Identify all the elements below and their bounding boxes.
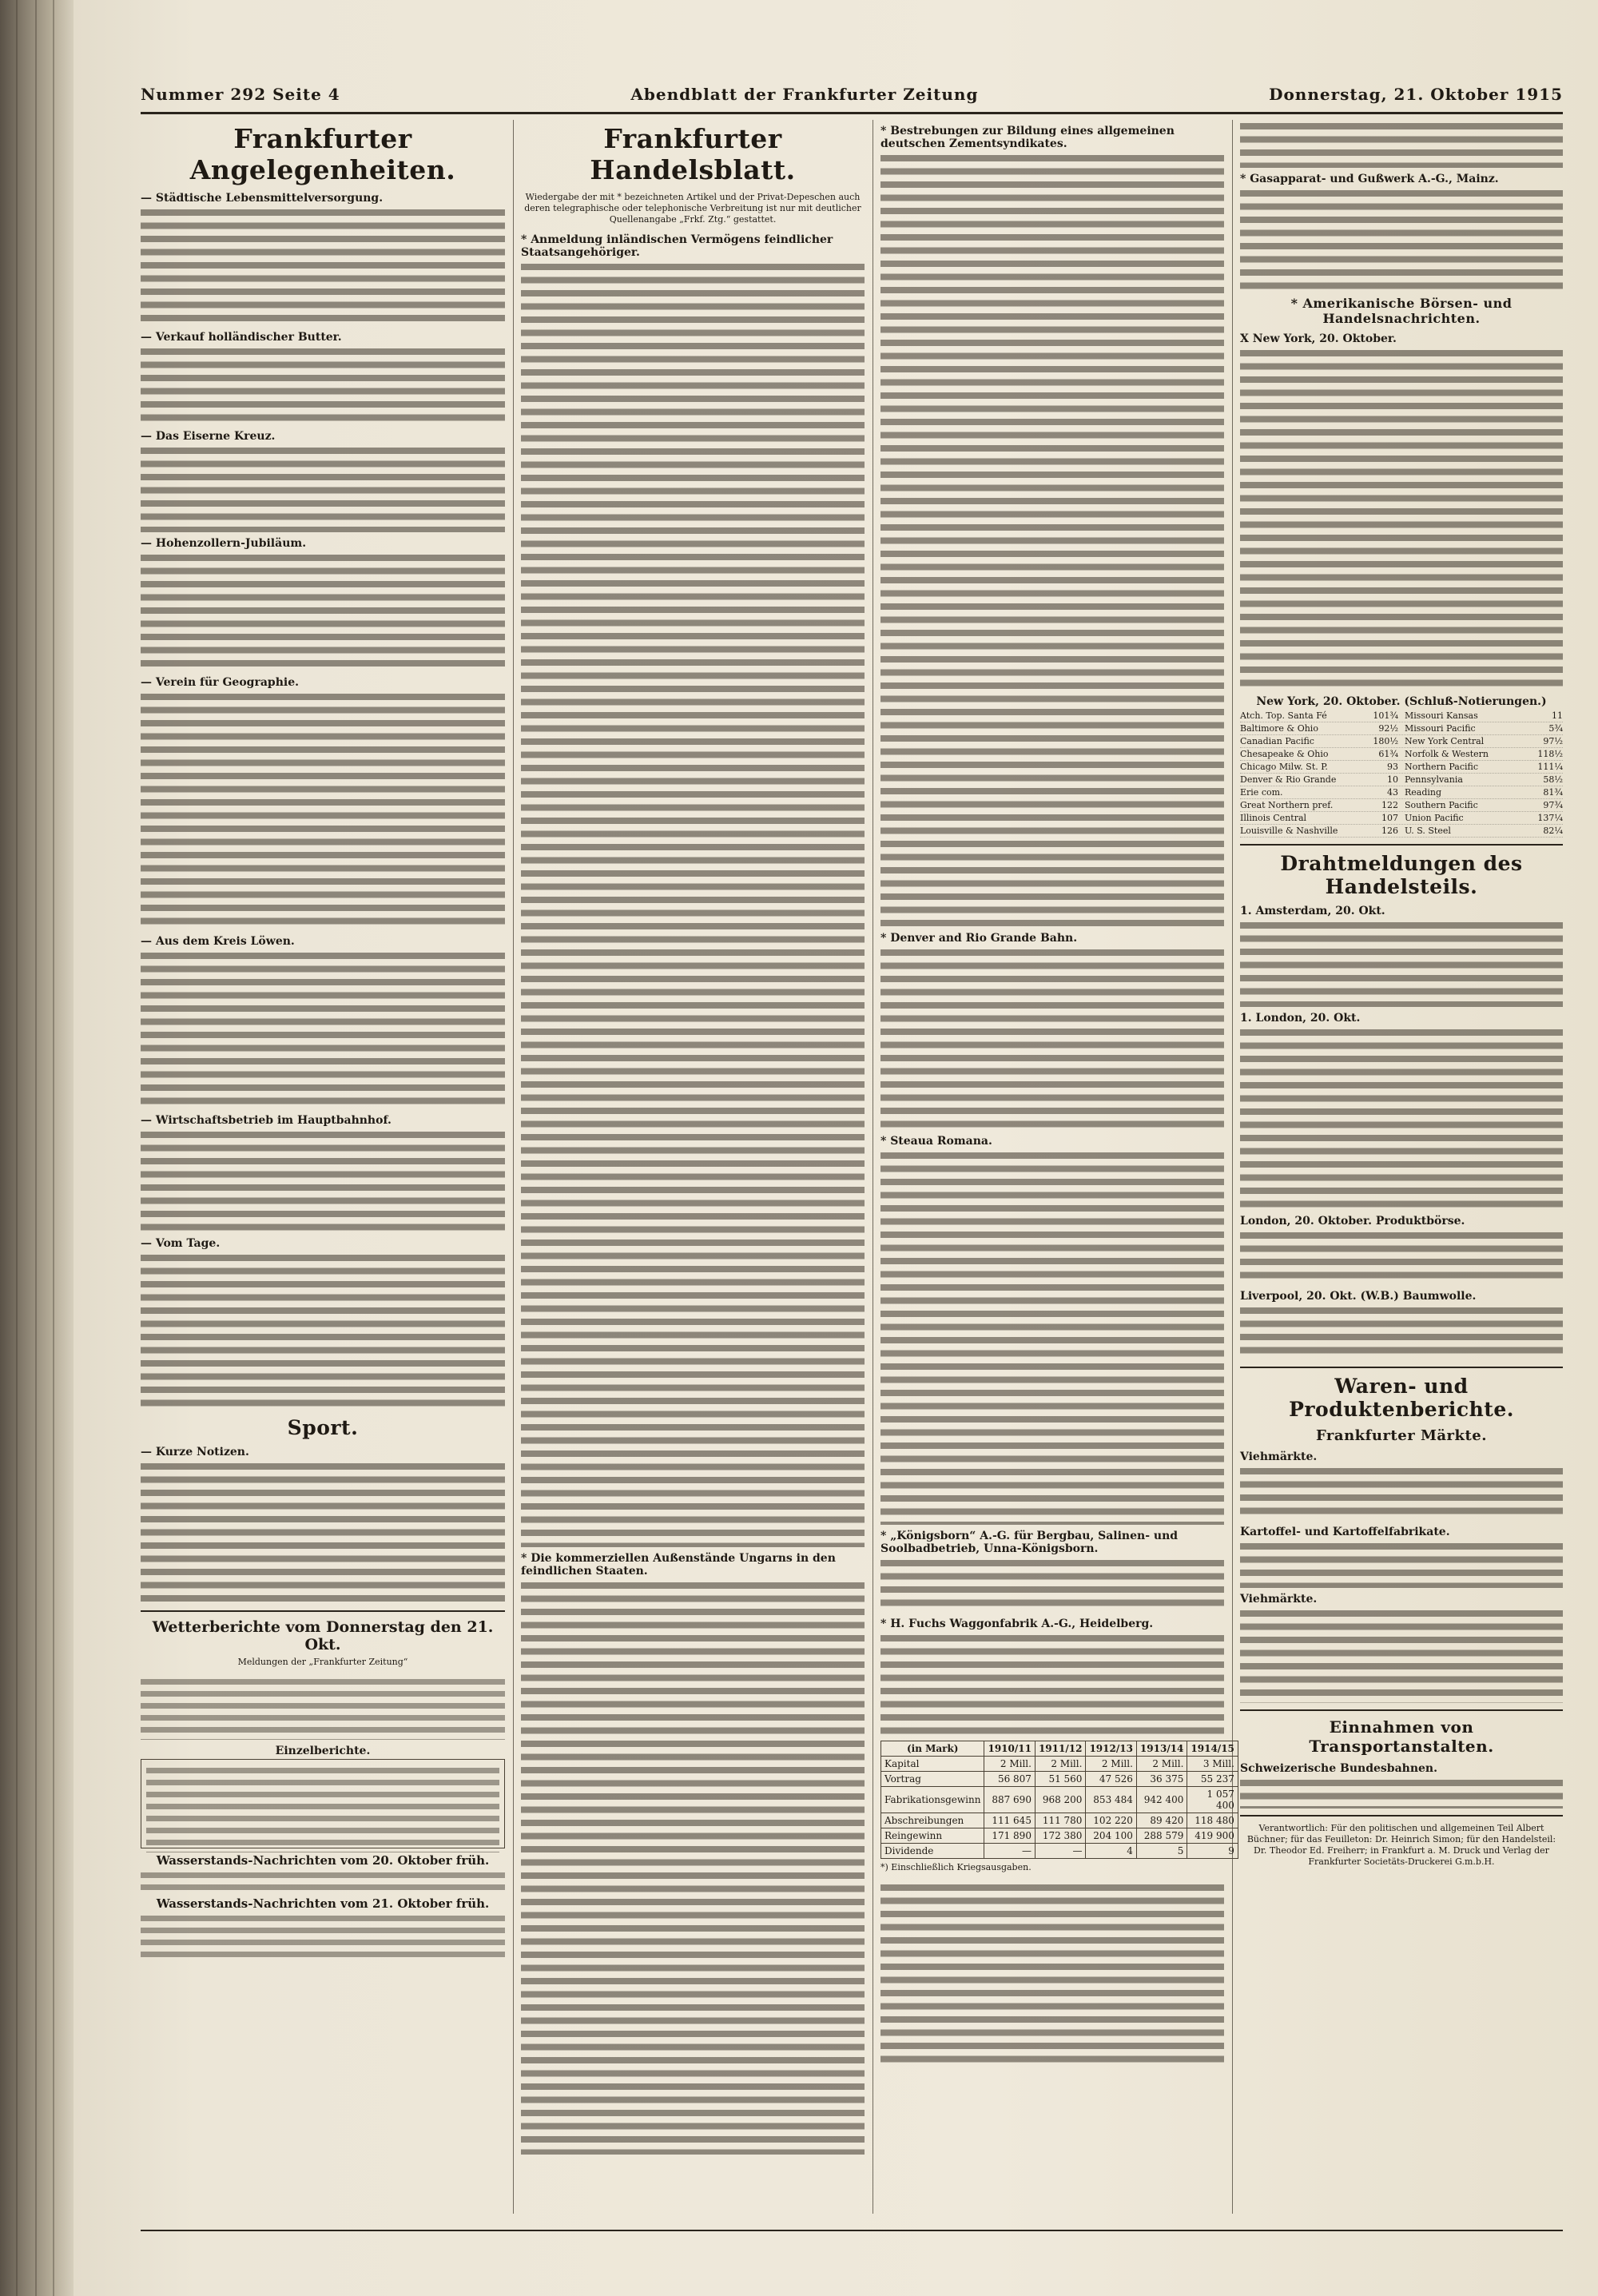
quote-value: 122 — [1381, 800, 1398, 810]
quote-name: Pennsylvania — [1405, 774, 1463, 785]
section-title-telegrams: Drahtmeldungen des Handelsteils. — [1280, 852, 1523, 898]
newspaper-page — [74, 0, 1598, 2296]
market-head: Kartoffel- und Kartoffelfabrikate. — [1240, 1526, 1450, 1538]
ny-quotes-title: New York, 20. Oktober. (Schluß-Notierungen.) — [1256, 695, 1547, 708]
quote-value: 61¾ — [1378, 749, 1398, 759]
divider — [1240, 844, 1563, 846]
table-cell: 118 480 — [1187, 1813, 1238, 1828]
telegram-head: London, 20. Oktober. Produktbörse. — [1240, 1215, 1465, 1228]
article-head: — Verkauf holländischer Butter. — [141, 331, 342, 344]
table-cell: 2 Mill. — [1136, 1757, 1187, 1772]
table-cell: 102 220 — [1086, 1813, 1136, 1828]
table-row — [881, 1828, 1238, 1844]
table-cell: 172 380 — [1035, 1828, 1085, 1844]
quote-name: Louisville & Nashville — [1240, 826, 1338, 836]
table-cell: 111 780 — [1035, 1813, 1085, 1828]
table-cell: 51 560 — [1035, 1772, 1085, 1787]
quote-value: 11 — [1552, 710, 1563, 721]
quote-row — [1240, 710, 1563, 722]
transport-head: Schweizerische Bundesbahnen. — [1240, 1762, 1437, 1775]
section-title-local: Frankfurter Angelegenheiten. — [189, 123, 456, 185]
quote-name: Erie com. — [1240, 787, 1283, 798]
table-cell: 1 057 400 — [1187, 1787, 1238, 1813]
table-footnote: *) Einschließlich Kriegsausgaben. — [880, 1862, 1032, 1872]
table-cell: 853 484 — [1086, 1787, 1136, 1813]
quote-name: Missouri Kansas — [1405, 710, 1478, 721]
quote-value: 118½ — [1537, 749, 1563, 759]
section-title-transport: Einnahmen von Transportanstalten. — [1309, 1717, 1494, 1756]
table-cell: — — [984, 1844, 1035, 1859]
table-cell: 36 375 — [1136, 1772, 1187, 1787]
reprint-note: Wiedergabe der mit * bezeichneten Artikel und der Privat-Depeschen auch deren telegraphische oder telephonische Verbreitung ist nur mit deutlicher Quellenangabe „Frkf. Ztg.“ gestattet. — [524, 192, 861, 225]
weather-subtitle: Meldungen der „Frankfurter Zeitung“ — [237, 1657, 408, 1667]
quote-row — [1240, 786, 1563, 799]
table-cell: 56 807 — [984, 1772, 1035, 1787]
quote-name: Missouri Pacific — [1405, 723, 1476, 734]
quote-name: Illinois Central — [1240, 813, 1307, 823]
telegram-head: 1. Amsterdam, 20. Okt. — [1240, 905, 1385, 917]
market-body — [1240, 1540, 1563, 1588]
weather-title: Wetterberichte vom Donnerstag den 21. Okt. — [152, 1618, 494, 1653]
table-cell: 2 Mill. — [1086, 1757, 1136, 1772]
article-head: — Verein für Geographie. — [141, 676, 299, 689]
article-body — [141, 949, 505, 1109]
market-head: Viehmärkte. — [1240, 1450, 1318, 1463]
table-cell-label: Dividende — [881, 1844, 984, 1859]
article-body — [141, 345, 505, 425]
quote-value: 137¼ — [1537, 813, 1563, 823]
article-body — [1240, 120, 1563, 168]
table-row — [881, 1757, 1238, 1772]
quote-name: Atch. Top. Santa Fé — [1240, 710, 1327, 721]
table-header: 1910/11 — [984, 1741, 1035, 1757]
table-cell-label: Vortrag — [881, 1772, 984, 1787]
quote-name: Southern Pacific — [1405, 800, 1478, 810]
quote-row — [1240, 825, 1563, 838]
column-commerce — [521, 120, 865, 2214]
weather-table — [141, 1759, 505, 1848]
article-head: * Anmeldung inländischen Vermögens feindlicher Staatsangehöriger. — [521, 233, 833, 259]
ny-quotes-table — [1240, 710, 1563, 838]
table-header: 1913/14 — [1136, 1741, 1187, 1757]
article-head: * H. Fuchs Waggonfabrik A.-G., Heidelberg. — [880, 1618, 1154, 1630]
weather-text — [141, 1676, 505, 1740]
quote-value: 5¾ — [1548, 723, 1563, 734]
market-subtitle: Frankfurter Märkte. — [1315, 1427, 1488, 1444]
table-cell: 4 — [1086, 1844, 1136, 1859]
table-cell: 288 579 — [1136, 1828, 1187, 1844]
quote-value: 58½ — [1543, 774, 1563, 785]
issue-number: Nummer 292 Seite 4 — [141, 85, 340, 104]
divider — [141, 1610, 505, 1612]
quote-value: 92½ — [1378, 723, 1398, 734]
article-head: — Das Eiserne Kreuz. — [141, 430, 276, 443]
column-divider — [513, 120, 514, 2214]
quote-row — [1240, 812, 1563, 825]
quote-row — [1240, 774, 1563, 786]
article-body — [880, 1149, 1224, 1525]
article-body — [141, 690, 505, 930]
table-cell-label: Reingewinn — [881, 1828, 984, 1844]
quote-value: 97½ — [1543, 736, 1563, 746]
article-head: * Gasapparat- und Gußwerk A.-G., Mainz. — [1240, 173, 1499, 185]
article-body — [880, 152, 1224, 927]
quote-name: Great Northern pref. — [1240, 800, 1334, 810]
article-body — [1240, 347, 1563, 690]
article-body — [521, 261, 865, 1547]
table-header: (in Mark) — [881, 1741, 984, 1757]
header-rule — [141, 112, 1563, 114]
financial-table — [880, 1741, 1238, 1859]
table-row — [881, 1813, 1238, 1828]
table-cell: 9 — [1187, 1844, 1238, 1859]
telegram-body — [1240, 919, 1563, 1007]
section-title-sport: Sport. — [287, 1416, 359, 1439]
quote-value: 180½ — [1373, 736, 1398, 746]
table-cell: 2 Mill. — [1035, 1757, 1085, 1772]
quote-name: Reading — [1405, 787, 1442, 798]
article-body — [141, 444, 505, 532]
water-level-text — [141, 1869, 505, 1892]
section-title-american: * Amerikanische Börsen- und Handelsnachrichten. — [1290, 296, 1513, 326]
table-cell: 171 890 — [984, 1828, 1035, 1844]
article-head: X New York, 20. Oktober. — [1240, 332, 1397, 345]
table-cell: — — [1035, 1844, 1085, 1859]
article-body — [880, 1881, 1224, 2065]
article-head: * Bestrebungen zur Bildung eines allgemeinen deutschen Zementsyndikates. — [880, 125, 1175, 150]
quote-name: Chesapeake & Ohio — [1240, 749, 1329, 759]
article-head: * Steaua Romana. — [880, 1135, 992, 1148]
article-head: — Wirtschaftsbetrieb im Hauptbahnhof. — [141, 1114, 392, 1127]
article-head: — Vom Tage. — [141, 1237, 221, 1250]
quote-value: 111¼ — [1537, 762, 1563, 772]
article-head: * Die kommerziellen Außenstände Ungarns in den feindlichen Staaten. — [521, 1552, 836, 1578]
paper-name: Abendblatt der Frankfurter Zeitung — [630, 85, 979, 104]
article-body — [880, 946, 1224, 1130]
divider — [1240, 1367, 1563, 1368]
table-cell: 204 100 — [1086, 1828, 1136, 1844]
quote-value: 93 — [1387, 762, 1398, 772]
table-cell: 887 690 — [984, 1787, 1035, 1813]
quote-name: Canadian Pacific — [1240, 736, 1314, 746]
imprint: Verantwortlich: Für den politischen und allgemeinen Teil Albert Büchner; für das Feuilleton: Dr. Heinrich Simon; für den Handelsteil: Dr. Theodor Ed. Freiherr; in Frankfurt a. M. Druck und Verlag der Frankfurter Societäts-Druckerei G.m.b.H. — [1246, 1823, 1556, 1867]
table-header: 1911/12 — [1035, 1741, 1085, 1757]
table-header: 1912/13 — [1086, 1741, 1136, 1757]
quote-row — [1240, 748, 1563, 761]
section-title-commerce: Frankfurter Handelsblatt. — [590, 123, 796, 185]
article-body — [141, 551, 505, 671]
quote-name: Norfolk & Western — [1405, 749, 1489, 759]
article-body — [880, 1632, 1224, 1736]
quote-value: 126 — [1381, 826, 1398, 836]
table-cell-label: Fabrikationsgewinn — [881, 1787, 984, 1813]
quote-row — [1240, 735, 1563, 748]
article-head: * „Königsborn“ A.-G. für Bergbau, Salinen- und Soolbadbetrieb, Unna-Königsborn. — [880, 1530, 1179, 1555]
column-local-news — [141, 120, 505, 2214]
article-body — [141, 1128, 505, 1232]
divider — [1240, 1815, 1563, 1817]
table-cell-label: Kapital — [881, 1757, 984, 1772]
quote-value: 107 — [1381, 813, 1398, 823]
article-body — [141, 1251, 505, 1411]
telegram-body — [1240, 1026, 1563, 1210]
issue-date: Donnerstag, 21. Oktober 1915 — [1269, 85, 1563, 104]
article-body — [141, 206, 505, 326]
quote-value: 82¼ — [1543, 826, 1563, 836]
column-markets — [1240, 120, 1563, 2214]
quote-name: Chicago Milw. St. P. — [1240, 762, 1328, 772]
market-head: Viehmärkte. — [1240, 1593, 1318, 1606]
weather-table-title: Einzelberichte. — [275, 1745, 371, 1757]
telegram-head: Liverpool, 20. Okt. (W.B.) Baumwolle. — [1240, 1290, 1477, 1303]
table-cell: 2 Mill. — [984, 1757, 1035, 1772]
quote-row — [1240, 761, 1563, 774]
water-level-text — [141, 1912, 505, 1960]
quote-value: 10 — [1387, 774, 1398, 785]
masthead — [141, 78, 1563, 110]
water-level-title: Wasserstands-Nachrichten vom 21. Oktober früh. — [156, 1896, 490, 1911]
article-head: — Kurze Notizen. — [141, 1446, 249, 1458]
column-divider — [1232, 120, 1233, 2214]
market-body — [1240, 1607, 1563, 1703]
article-body — [880, 1557, 1224, 1613]
quote-name: Northern Pacific — [1405, 762, 1479, 772]
article-body — [521, 1579, 865, 2155]
quote-row — [1240, 799, 1563, 812]
table-cell: 942 400 — [1136, 1787, 1187, 1813]
column-industry — [880, 120, 1234, 2214]
quote-name: Denver & Rio Grande — [1240, 774, 1337, 785]
quote-name: New York Central — [1405, 736, 1485, 746]
telegram-head: 1. London, 20. Okt. — [1240, 1012, 1361, 1025]
article-head: — Hohenzollern-Jubiläum. — [141, 537, 307, 550]
table-row — [881, 1844, 1238, 1859]
quote-row — [1240, 722, 1563, 735]
article-head: * Denver and Rio Grande Bahn. — [880, 932, 1078, 945]
quote-value: 101¾ — [1373, 710, 1398, 721]
quote-value: 43 — [1387, 787, 1398, 798]
article-head: — Städtische Lebensmittelversorgung. — [141, 192, 384, 205]
table-cell: 419 900 — [1187, 1828, 1238, 1844]
article-body — [1240, 187, 1563, 291]
table-cell: 47 526 — [1086, 1772, 1136, 1787]
table-cell: 89 420 — [1136, 1813, 1187, 1828]
table-cell: 55 237 — [1187, 1772, 1238, 1787]
quote-value: 81¾ — [1543, 787, 1563, 798]
quote-name: U. S. Steel — [1405, 826, 1451, 836]
table-cell: 5 — [1136, 1844, 1187, 1859]
table-header-row — [881, 1741, 1238, 1757]
article-body — [141, 1460, 505, 1604]
water-level-title: Wasserstands-Nachrichten vom 20. Oktober früh. — [156, 1853, 490, 1868]
book-binding — [0, 0, 74, 2296]
divider — [1240, 1709, 1563, 1711]
section-title-markets: Waren- und Produktenberichte. — [1289, 1375, 1514, 1421]
table-cell: 3 Mill. — [1187, 1757, 1238, 1772]
quote-name: Union Pacific — [1405, 813, 1464, 823]
table-cell-label: Abschreibungen — [881, 1813, 984, 1828]
table-header: 1914/15 — [1187, 1741, 1238, 1757]
quote-name: Baltimore & Ohio — [1240, 723, 1318, 734]
telegram-body — [1240, 1304, 1563, 1360]
table-row — [881, 1787, 1238, 1813]
table-cell: 968 200 — [1035, 1787, 1085, 1813]
article-head: — Aus dem Kreis Löwen. — [141, 935, 295, 948]
telegram-body — [1240, 1229, 1563, 1285]
quote-value: 97¾ — [1543, 800, 1563, 810]
transport-body — [1240, 1777, 1563, 1809]
table-cell: 111 645 — [984, 1813, 1035, 1828]
table-row — [881, 1772, 1238, 1787]
market-body — [1240, 1465, 1563, 1521]
footer-rule — [141, 2230, 1563, 2231]
